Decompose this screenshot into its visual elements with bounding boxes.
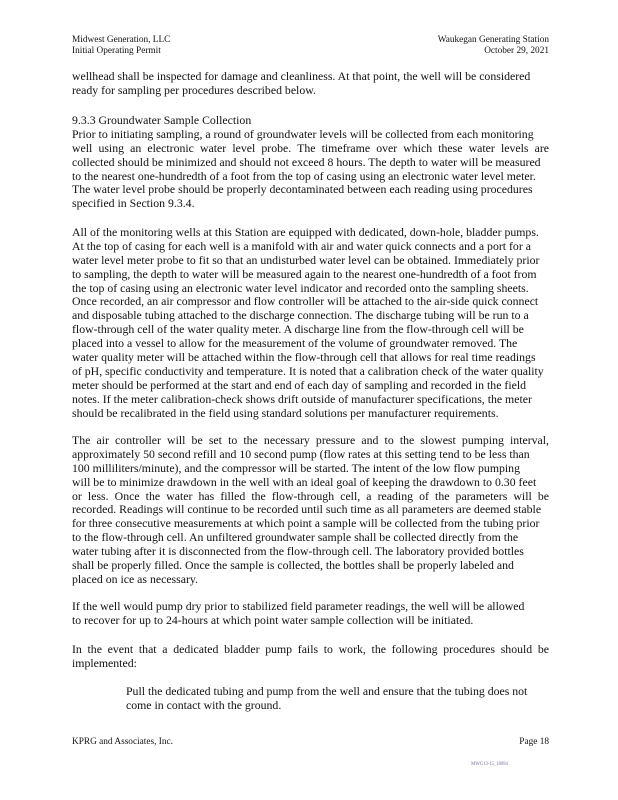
text-line: to the flow-through cell. An unfiltered groundwater sample shall be collected directly from the <box>72 530 519 545</box>
paragraph-monitoring-wells <box>72 226 549 420</box>
text-line: will be to minimize drawdown in the well with an ideal goal of keeping the drawdown to 0.30 feet <box>72 474 537 489</box>
text-line: wellhead shall be inspected for damage and cleanliness. At that point, the well will be considered <box>72 69 531 83</box>
paragraph-pump-failure <box>72 643 549 671</box>
text-line: shall be properly filled. Once the sample is collected, the bottles shall be properly labeled and <box>72 558 514 573</box>
text-line: to the nearest one-hundredth of a foot from the top of casing using an electronic water level meter. <box>72 168 536 183</box>
text-line: If the well would pump dry prior to stabilized field parameter readings, the well will be allowed <box>72 599 525 613</box>
text-line: to recover for up to 24-hours at which point water sample collection will be initiated. <box>72 612 474 627</box>
company-name: Midwest Generation, LLC <box>72 35 171 45</box>
text-line: placed into a vessel to allow for the measurement of the volume of groundwater removed. The <box>72 336 518 351</box>
text-line: In the event that a dedicated bladder pump fails to work, the following procedures should be <box>72 643 549 656</box>
text-line: placed on ice as necessary. <box>72 571 198 586</box>
paragraph-pump-dry <box>72 600 549 628</box>
text-line: 100 milliliters/minute), and the compressor will be started. The intent of the low flow pumping <box>72 460 520 475</box>
footer-company: KPRG and Associates, Inc. <box>72 737 173 747</box>
text-line: of pH, specific conductivity and temperature. It is noted that a calibration check of the water quality <box>72 363 544 378</box>
text-line: water quality meter will be attached within the flow-through cell that allows for real time readings <box>72 350 536 365</box>
text-line: notes. If the meter calibration-check shows drift outside of manufacturer specifications, the meter <box>72 391 532 406</box>
text-line: At the top of casing for each well is a manifold with air and water quick connects and a port for a <box>72 238 531 253</box>
text-line: ready for sampling per procedures described below. <box>72 82 316 97</box>
page-number: Page 18 <box>519 737 549 747</box>
paragraph-intro <box>72 70 549 98</box>
text-line: specified in Section 9.3.4. <box>72 196 195 211</box>
text-line: implemented: <box>72 655 137 670</box>
station-name: Waukegan Generating Station <box>437 35 549 45</box>
procedure-step <box>126 685 540 713</box>
text-line: or less. Once the water has filled the flow-through cell, a reading of the parameters will be <box>72 489 549 503</box>
text-line: should be recalibrated in the field using standard solutions per manufacturer requirements. <box>72 405 499 420</box>
text-line: collected should be minimized and should not exceed 8 hours. The depth to water will be measured <box>72 154 541 169</box>
text-line: to sampling, the depth to water will be measured again to the nearest one-hundredth of a foot from <box>72 266 537 281</box>
text-line: Pull the dedicated tubing and pump from the well and ensure that the tubing does not <box>126 684 528 698</box>
text-line: The air controller will be set to the necessary pressure and to the slowest pumping interval, <box>72 434 549 447</box>
text-line: and disposable tubing attached to the discharge connection. The discharge tubing will be run to a <box>72 308 529 323</box>
text-line: The water level probe should be properly decontaminated between each reading using procedures <box>72 182 533 197</box>
text-line: flow-through cell of the water quality meter. A discharge line from the flow-through cell will be <box>72 322 524 337</box>
text-line: for three consecutive measurements at which point a sample will be collected from the tubing prior <box>72 516 540 531</box>
bates-number: MWG13-15_18094 <box>471 762 508 767</box>
text-line: water level meter probe to fit so that an undisturbed water level can be obtained. Immediately prior <box>72 252 540 267</box>
text-line: come in contact with the ground. <box>126 697 282 712</box>
text-line: the top of casing using an electronic water level indicator and recorded onto the sampling sheets. <box>72 280 529 295</box>
text-line: Once recorded, an air compressor and flow controller will be attached to the air-side quick connect <box>72 294 539 309</box>
text-line: approximately 50 second refill and 10 second pump (flow rates at this setting tend to be less than <box>72 446 530 461</box>
header-left <box>72 35 170 57</box>
section-heading: 9.3.3 Groundwater Sample Collection <box>72 113 252 127</box>
text-line: Prior to initiating sampling, a round of groundwater levels will be collected from each monitoring <box>72 126 534 141</box>
text-line: meter should be performed at the start and end of each day of sampling and recorded in the field <box>72 377 527 392</box>
paragraph-air-controller <box>72 434 549 587</box>
document-title: Initial Operating Permit <box>72 46 161 56</box>
text-line: recorded. Readings will continue to be recorded until such time as all parameters are deemed stable <box>72 502 542 517</box>
text-line: water tubing after it is disconnected from the flow-through cell. The laboratory provided bottles <box>72 544 524 559</box>
text-line: well using an electronic water level probe. The timeframe over which these water levels are <box>72 141 549 155</box>
section-sample-collection <box>72 114 549 211</box>
document-date: October 29, 2021 <box>484 46 549 56</box>
text-line: All of the monitoring wells at this Station are equipped with dedicated, down-hole, bladder pumps. <box>72 225 539 239</box>
header-right <box>438 35 549 57</box>
